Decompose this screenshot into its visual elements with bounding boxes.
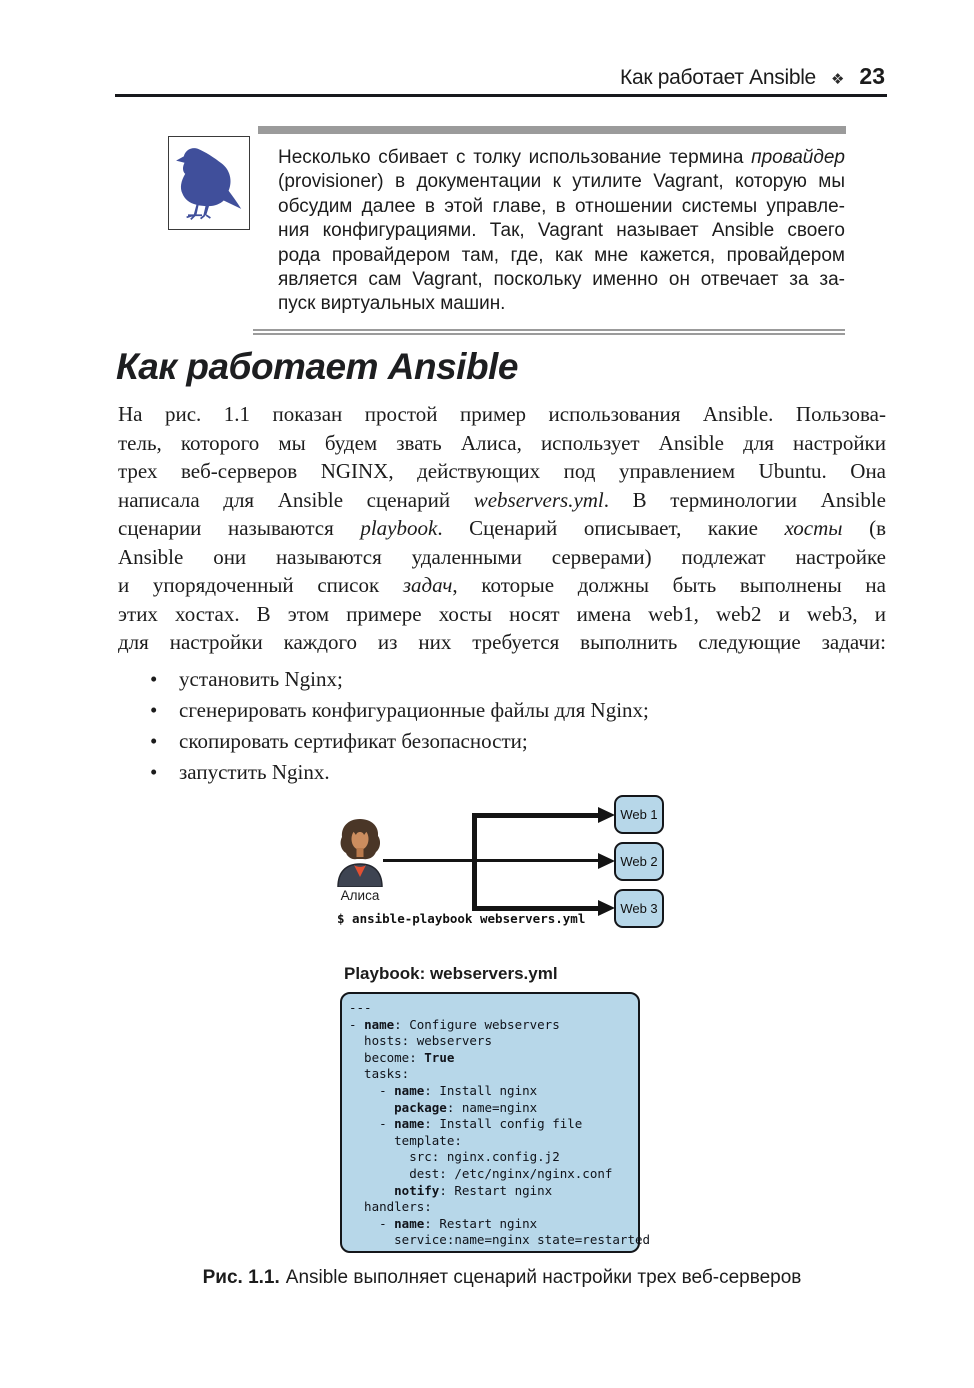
bullet-item — [150, 726, 649, 757]
bullet-list — [150, 664, 649, 788]
code-line: hosts: webservers — [349, 1033, 492, 1049]
code-line: dest: /etc/nginx/nginx.conf — [349, 1165, 613, 1181]
server-node: Web 2 — [614, 842, 664, 881]
code-line: --- — [349, 1000, 372, 1015]
bullet-item — [150, 757, 649, 788]
raven-icon — [168, 136, 250, 230]
server-node: Web 3 — [614, 889, 664, 928]
bullet-marker: • — [150, 667, 158, 691]
alice-label: Алиса — [340, 888, 380, 903]
note-line: Несколько сбивает с толку использование термина провайдер — [278, 147, 845, 168]
note-top-bar — [258, 126, 846, 134]
note-line: (provisioner) в документации к утилите Vagrant, которую мы — [278, 171, 845, 193]
code-line: service:name=nginx state=restarted — [349, 1232, 651, 1248]
code-line: handlers: — [349, 1199, 432, 1215]
paragraph-line: тель, которого мы будем звать Алиса, использует Ansible для настройки — [118, 430, 886, 455]
code-line: tasks: — [349, 1066, 410, 1082]
section-heading: Как работает Ansible — [116, 346, 518, 387]
bullet-item — [150, 695, 649, 726]
bullet-marker: • — [150, 698, 158, 722]
code-line: - name: Install config file — [349, 1116, 583, 1132]
code-line: become: True — [349, 1049, 455, 1065]
paragraph-line: этих хостах. В этом примере хосты носят имена web1, web2 и web3, и — [118, 601, 886, 626]
paragraph-line: На рис. 1.1 показан простой пример использования Ansible. Пользова- — [118, 402, 886, 426]
note-line: обсудим далее в этой главе, в отношении системы управле- — [278, 195, 845, 217]
paragraph-line: Ansible они называются удаленными серверами) подлежат настройке — [118, 544, 886, 569]
arrowhead-icon — [598, 807, 615, 823]
arrowhead-icon — [598, 853, 615, 869]
running-header-title: Как работает Ansible — [620, 66, 816, 89]
code-line: notify: Restart nginx — [394, 1182, 553, 1198]
alice-avatar — [336, 817, 384, 887]
connector-line-alice — [383, 859, 599, 862]
page-number: 23 — [859, 63, 885, 89]
paragraph-line: для настройки каждого из них требуется выполнить следующие задачи: — [118, 630, 886, 654]
figure-caption-text: Ansible выполняет сценарий настройки трех веб-серверов — [285, 1267, 802, 1288]
ornament-icon: ❖ — [830, 71, 845, 88]
body-paragraph — [118, 400, 886, 657]
note-line: пуск виртуальных машин. — [278, 293, 506, 315]
figure-caption — [118, 1267, 886, 1289]
note-text — [278, 146, 845, 317]
connector-line-top — [472, 813, 599, 818]
paragraph-line: трех веб-серверов NGINX, действующих под управлением Ubuntu. Она — [118, 459, 886, 483]
playbook-code-block — [340, 992, 651, 1253]
bullet-item — [150, 664, 649, 695]
code-line: - name: Install nginx — [349, 1082, 538, 1098]
paragraph-line: написала для Ansible сценарий webservers.yml. В терминологии Ansible — [118, 487, 886, 512]
server-node: Web 1 — [614, 795, 664, 834]
code-line: - name: Restart nginx — [349, 1215, 538, 1231]
code-line: - name: Configure webservers — [349, 1016, 560, 1032]
note-line: ния конфигурациями. Так, Vagrant называет Ansible своего — [278, 220, 845, 242]
code-line: src: nginx.config.j2 — [349, 1149, 560, 1165]
header-rule — [115, 94, 887, 97]
playbook-label: Playbook: webservers.yml — [344, 964, 558, 983]
note-bottom-rule — [253, 329, 845, 335]
code-line: template: — [349, 1132, 462, 1148]
note-line: рода провайдером там, где, как мне кажется, провайдером — [278, 244, 845, 266]
note-line: является сам Vagrant, поскольку именно он отвечает за за- — [278, 269, 845, 291]
paragraph-line: и упорядоченный список задач, которые должны быть выполнены на — [118, 573, 886, 597]
running-header — [620, 63, 885, 90]
bullet-marker: • — [150, 729, 158, 753]
code-line: package: name=nginx — [394, 1099, 538, 1115]
connector-line-vertical — [472, 813, 477, 911]
paragraph-line: сценарии называются playbook. Сценарий описывает, какие хосты (в — [118, 516, 886, 540]
bullet-text: скопировать сертификат безопасности; — [179, 729, 528, 753]
bullet-text: сгенерировать конфигурационные файлы для Nginx; — [179, 698, 649, 722]
shell-command: $ ansible-playbook webservers.yml — [337, 911, 586, 926]
arrowhead-icon — [598, 900, 615, 916]
bullet-marker: • — [150, 760, 158, 784]
bullet-text: установить Nginx; — [179, 667, 343, 691]
bullet-text: запустить Nginx. — [179, 760, 330, 784]
figure-caption-number: Рис. 1.1. — [202, 1267, 280, 1288]
